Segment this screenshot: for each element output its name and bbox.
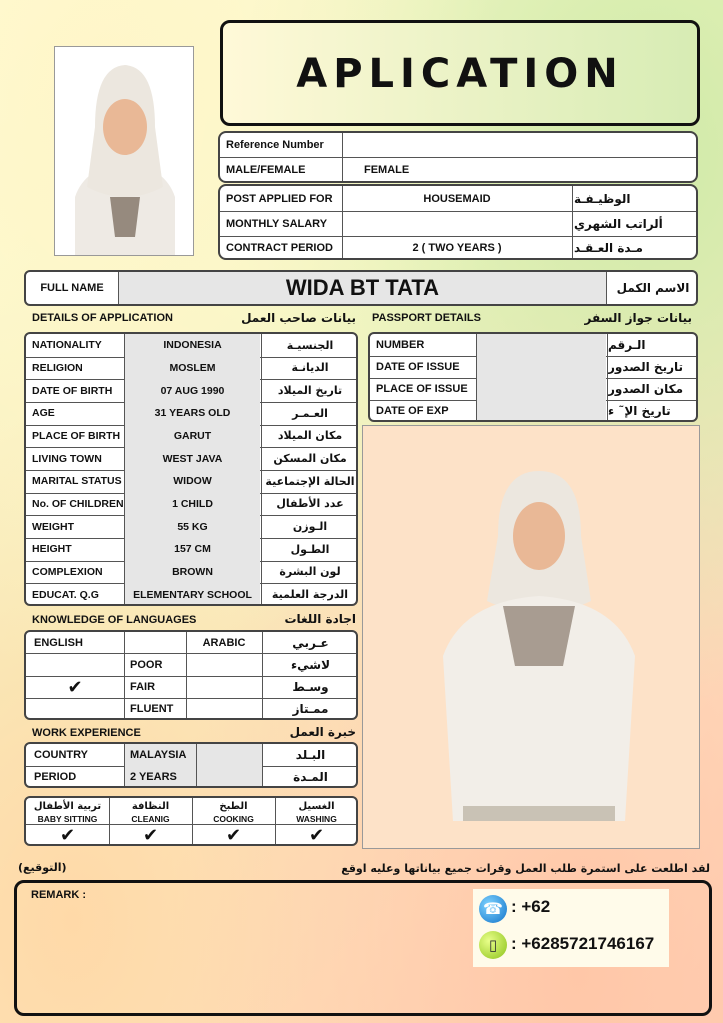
passport-ar: تاريخ الإ˜ ء <box>608 404 671 418</box>
detail-label: DATE OF BIRTH <box>32 384 113 397</box>
detail-ar: الحالة الإجتماعية <box>265 474 355 488</box>
phone-icon: ☎ <box>479 895 507 923</box>
detail-label: No. OF CHILDREN <box>32 497 124 510</box>
level-fluent: FLUENT <box>130 703 174 715</box>
country-label: COUNTRY <box>34 749 88 761</box>
passport-label: DATE OF EXP <box>376 405 449 417</box>
contact-panel <box>473 889 669 967</box>
job-box <box>218 184 698 260</box>
passport-value <box>477 334 606 356</box>
arabic-fair-check <box>186 676 262 698</box>
work-header-ar: خبرة العمل <box>289 725 356 739</box>
salary-ar: ألراتب الشهري <box>574 216 663 231</box>
detail-label: NATIONALITY <box>32 339 102 352</box>
contract-ar: مـدة العـقـد <box>574 241 643 255</box>
passport-label: DATE OF ISSUE <box>376 361 460 373</box>
detail-label: EDUCAT. Q.G <box>32 588 99 601</box>
detail-label: HEIGHT <box>32 543 72 556</box>
remark-box <box>14 880 712 1016</box>
level-fair-ar: وسـط <box>292 680 329 694</box>
skill-check: ✔ <box>142 824 159 845</box>
country-ar: البـلد <box>295 748 326 762</box>
english-fair-check: ✔ <box>67 676 83 697</box>
detail-value: INDONESIA <box>125 334 260 357</box>
period-extra <box>197 766 262 788</box>
passport-label: NUMBER <box>376 339 425 351</box>
phone-number: : +62 <box>511 897 551 916</box>
skill-label: WASHING <box>296 813 337 824</box>
mobile-number: : +6285721746167 <box>511 934 655 953</box>
passport-label: PLACE OF ISSUE <box>376 383 468 395</box>
skill-check: ✔ <box>59 824 76 845</box>
passport-ar: مكان الصدور <box>608 382 684 396</box>
signature-label: (التوقيع) <box>18 861 67 874</box>
salary-label: MONTHLY SALARY <box>226 217 328 230</box>
detail-value: ELEMENTARY SCHOOL <box>125 583 260 606</box>
contract-label: CONTRACT PERIOD <box>226 242 333 254</box>
skill-label: CLEANIG <box>131 813 170 824</box>
arabic-fluent-check <box>186 698 262 720</box>
passport-value <box>477 378 606 400</box>
fullname-box <box>24 270 698 306</box>
detail-label: LIVING TOWN <box>32 452 102 465</box>
detail-value: MOSLEM <box>125 357 260 380</box>
passport-value <box>477 400 606 422</box>
detail-label: MARITAL STATUS <box>32 475 122 488</box>
skill-check: ✔ <box>308 824 325 845</box>
detail-ar: مكان المسكن <box>273 452 347 466</box>
arabic-poor-check <box>186 653 262 676</box>
period-value: 2 YEARS <box>125 766 196 788</box>
detail-label: RELIGION <box>32 361 83 374</box>
page-title: APLICATION <box>296 51 624 97</box>
passport-value <box>477 356 606 378</box>
detail-value: GARUT <box>125 425 260 448</box>
languages-header: KNOWLEDGE OF LANGUAGES <box>32 614 197 626</box>
detail-ar: مكان الميلاد <box>277 429 343 443</box>
detail-ar: العـمـر <box>292 406 328 420</box>
arabic-label: ARABIC <box>202 636 246 649</box>
skill-ar: الغسيل <box>298 800 335 812</box>
level-fair: FAIR <box>130 681 156 693</box>
languages-header-ar: اجادة اللغات <box>284 612 356 626</box>
detail-label: AGE <box>32 407 55 420</box>
skill-ar: تربية الأطفال <box>33 800 102 812</box>
detail-value: 55 KG <box>125 515 260 538</box>
detail-value: WIDOW <box>125 470 260 493</box>
remark-label: REMARK : <box>31 889 86 901</box>
detail-value: 1 CHILD <box>125 493 260 516</box>
fullname-value: WIDA BT TATA <box>119 272 606 304</box>
reference-label: Reference Number <box>226 139 324 151</box>
fullname-ar: الاسم الكمل <box>616 281 690 295</box>
reference-box <box>218 131 698 183</box>
gender-label: MALE/FEMALE <box>226 164 306 176</box>
detail-ar: الديانـة <box>291 361 329 375</box>
skills-table <box>24 796 358 846</box>
skill-ar: النظافة <box>131 800 170 812</box>
gender-value: FEMALE <box>364 164 410 176</box>
detail-ar: لون البشرة <box>279 565 341 579</box>
skill-label: BABY SITTING <box>37 813 98 824</box>
period-label: PERIOD <box>34 771 77 783</box>
skill-check: ✔ <box>225 824 242 845</box>
detail-value: 157 CM <box>125 538 260 561</box>
passport-ar: تاريخ الصدور <box>608 360 683 374</box>
details-header: DETAILS OF APPLICATION <box>32 312 173 324</box>
declaration-text: لقد اطلعت على استمرة طلب العمل وقرات جميع بياناتها وعليه اوقع <box>341 862 710 875</box>
detail-ar: الدرجة العلمية <box>271 588 349 602</box>
level-fluent-ar: ممـتاز <box>292 702 329 716</box>
details-header-ar: بيانات صاحب العمل <box>241 311 356 325</box>
english-poor-check <box>26 653 124 676</box>
period-ar: المـدة <box>293 770 328 784</box>
salary-value <box>342 211 572 236</box>
detail-label: COMPLEXION <box>32 565 103 578</box>
detail-ar: الـوزن <box>292 520 328 534</box>
passport-ar: الـرقم <box>608 338 646 352</box>
mobile-icon: ▯ <box>479 931 507 959</box>
detail-label: PLACE OF BIRTH <box>32 429 121 442</box>
english-fluent-check <box>26 698 124 720</box>
detail-value: 07 AUG 1990 <box>125 379 260 402</box>
passport-header-ar: بيانات جواز السفر <box>584 311 692 325</box>
passport-table <box>368 332 698 422</box>
detail-value: BROWN <box>125 561 260 584</box>
country-extra <box>197 744 262 766</box>
detail-value: 31 YEARS OLD <box>125 402 260 425</box>
full-body-photo <box>362 425 700 849</box>
skill-label: COOKING <box>213 813 254 824</box>
skill-ar: الطبخ <box>219 800 248 812</box>
portrait-photo <box>54 46 194 256</box>
detail-label: WEIGHT <box>32 520 74 533</box>
detail-ar: الطـول <box>290 542 330 556</box>
post-ar: الوظيـفـة <box>574 191 631 206</box>
passport-header: PASSPORT DETAILS <box>372 312 481 324</box>
country-value: MALAYSIA <box>125 744 196 766</box>
fullname-label: FULL NAME <box>40 282 104 294</box>
arabic-label-ar: عـربي <box>292 635 329 650</box>
title-box <box>220 20 700 126</box>
details-table <box>24 332 358 606</box>
level-poor: POOR <box>130 658 163 671</box>
work-header: WORK EXPERIENCE <box>32 727 141 739</box>
detail-ar: الجنسيـة <box>286 338 334 352</box>
detail-ar: عدد الأطفال <box>276 497 344 511</box>
contract-value: 2 ( TWO YEARS ) <box>412 242 502 254</box>
work-table <box>24 742 358 788</box>
post-label: POST APPLIED FOR <box>226 192 333 205</box>
level-poor-ar: لاشيء <box>291 657 331 672</box>
languages-table <box>24 630 358 720</box>
post-value: HOUSEMAID <box>423 192 491 205</box>
detail-ar: تاريخ الميلاد <box>277 384 343 398</box>
detail-value: WEST JAVA <box>125 447 260 470</box>
english-label: ENGLISH <box>34 636 83 649</box>
